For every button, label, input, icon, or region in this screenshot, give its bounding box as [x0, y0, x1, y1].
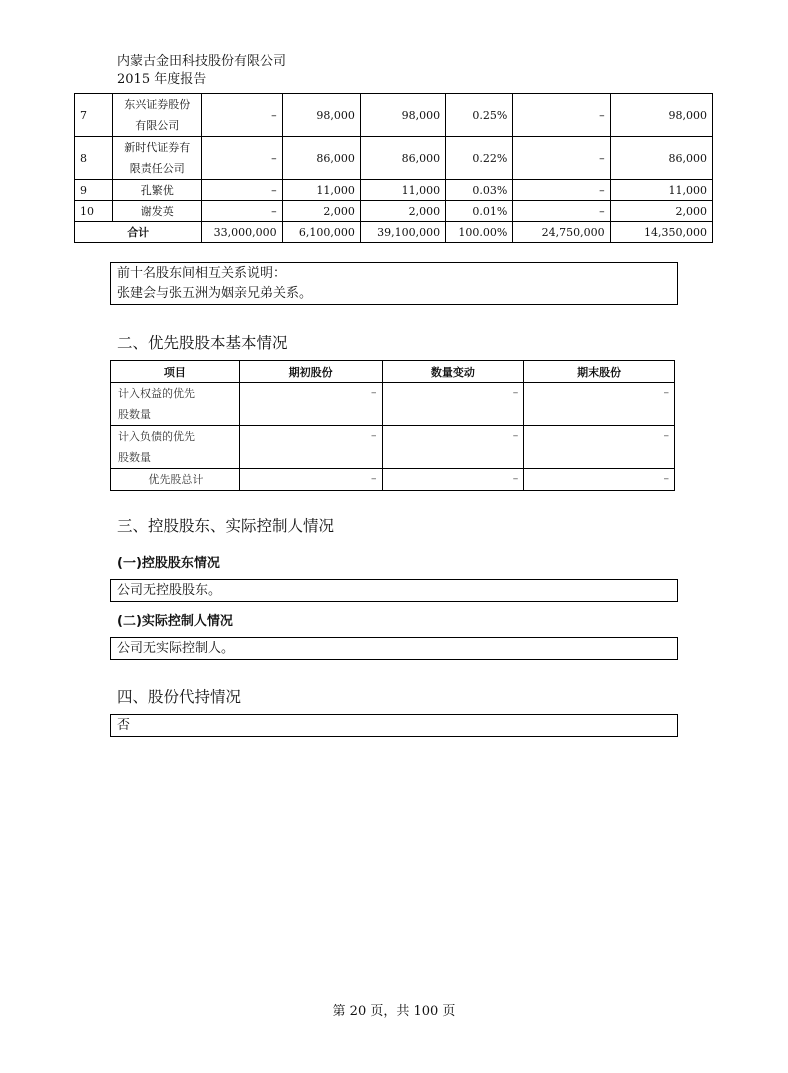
- preferred-shares-table: [110, 360, 675, 491]
- cell: 0.22%: [446, 137, 513, 180]
- section-title-share-holding: 四、股份代持情况: [117, 688, 242, 706]
- cell: 0.25%: [446, 94, 513, 137]
- cell: –: [239, 426, 382, 469]
- column-header: 期初股份: [239, 361, 382, 383]
- cell: –: [513, 201, 610, 222]
- relation-note-box: [110, 262, 678, 305]
- table-row: [111, 469, 675, 491]
- row-index: 10: [75, 201, 113, 222]
- shareholder-name: 谢发英: [113, 201, 202, 222]
- section-title-controlling: 三、控股股东、实际控制人情况: [117, 517, 335, 535]
- cell: 0.03%: [446, 180, 513, 201]
- relation-note-title: 前十名股东间相互关系说明：: [117, 266, 287, 281]
- shareholders-table: [74, 93, 713, 243]
- total-row: [75, 222, 713, 243]
- share-holding-text: 否: [117, 718, 131, 733]
- cell: 11,000: [610, 180, 712, 201]
- cell: 2,000: [610, 201, 712, 222]
- cell: 2,000: [282, 201, 360, 222]
- cell: –: [202, 137, 282, 180]
- cell: –: [202, 201, 282, 222]
- cell: 6,100,000: [282, 222, 360, 243]
- column-header: 期末股份: [524, 361, 675, 383]
- cell: –: [513, 94, 610, 137]
- subsection-title-actual-controller: (二)实际控制人情况: [117, 614, 233, 629]
- shareholder-name: 东兴证券股份 有限公司: [113, 94, 202, 137]
- actual-controller-text: 公司无实际控制人。: [117, 641, 235, 656]
- cell: –: [524, 426, 675, 469]
- cell: –: [239, 469, 382, 491]
- row-index: 8: [75, 137, 113, 180]
- actual-controller-box: [110, 637, 678, 660]
- cell: 86,000: [610, 137, 712, 180]
- cell: 86,000: [360, 137, 445, 180]
- row-index: 7: [75, 94, 113, 137]
- cell: 2,000: [360, 201, 445, 222]
- page-header: [117, 53, 286, 89]
- cell: 98,000: [610, 94, 712, 137]
- share-holding-box: [110, 714, 678, 737]
- cell: 14,350,000: [610, 222, 712, 243]
- row-label: 优先股总计: [111, 469, 240, 491]
- page-number: 第 20 页，共 100 页: [332, 1004, 456, 1019]
- cell: –: [202, 180, 282, 201]
- table-row: [111, 426, 675, 469]
- row-label: 计入负债的优先 股数量: [111, 426, 240, 469]
- shareholder-name: 新时代证券有 限责任公司: [113, 137, 202, 180]
- total-label: 合计: [75, 222, 202, 243]
- cell: 33,000,000: [202, 222, 282, 243]
- controlling-shareholder-text: 公司无控股股东。: [117, 583, 222, 598]
- relation-note-text: 张建会与张五洲为姻亲兄弟关系。: [117, 286, 313, 301]
- column-header: 项目: [111, 361, 240, 383]
- report-title: 2015 年度报告: [117, 72, 207, 87]
- controlling-shareholder-box: [110, 579, 678, 602]
- company-name: 内蒙古金田科技股份有限公司: [117, 54, 287, 69]
- cell: –: [239, 383, 382, 426]
- cell: 39,100,000: [360, 222, 445, 243]
- cell: 86,000: [282, 137, 360, 180]
- row-index: 9: [75, 180, 113, 201]
- cell: –: [382, 383, 524, 426]
- cell: 100.00%: [446, 222, 513, 243]
- cell: 0.01%: [446, 201, 513, 222]
- cell: –: [382, 426, 524, 469]
- cell: –: [513, 137, 610, 180]
- cell: 11,000: [282, 180, 360, 201]
- cell: –: [524, 383, 675, 426]
- cell: 98,000: [360, 94, 445, 137]
- subsection-title-controlling-shareholder: (一)控股股东情况: [117, 556, 220, 571]
- table-row: [75, 201, 713, 222]
- cell: –: [382, 469, 524, 491]
- table-row: [111, 383, 675, 426]
- table-row: [75, 180, 713, 201]
- table-header-row: [111, 361, 675, 383]
- cell: –: [513, 180, 610, 201]
- cell: –: [202, 94, 282, 137]
- section-title-preferred-shares: 二、优先股股本基本情况: [117, 334, 288, 352]
- table-row: [75, 94, 713, 137]
- cell: –: [524, 469, 675, 491]
- cell: 24,750,000: [513, 222, 610, 243]
- row-label: 计入权益的优先 股数量: [111, 383, 240, 426]
- cell: 11,000: [360, 180, 445, 201]
- shareholder-name: 孔繁优: [113, 180, 202, 201]
- column-header: 数量变动: [382, 361, 524, 383]
- cell: 98,000: [282, 94, 360, 137]
- table-row: [75, 137, 713, 180]
